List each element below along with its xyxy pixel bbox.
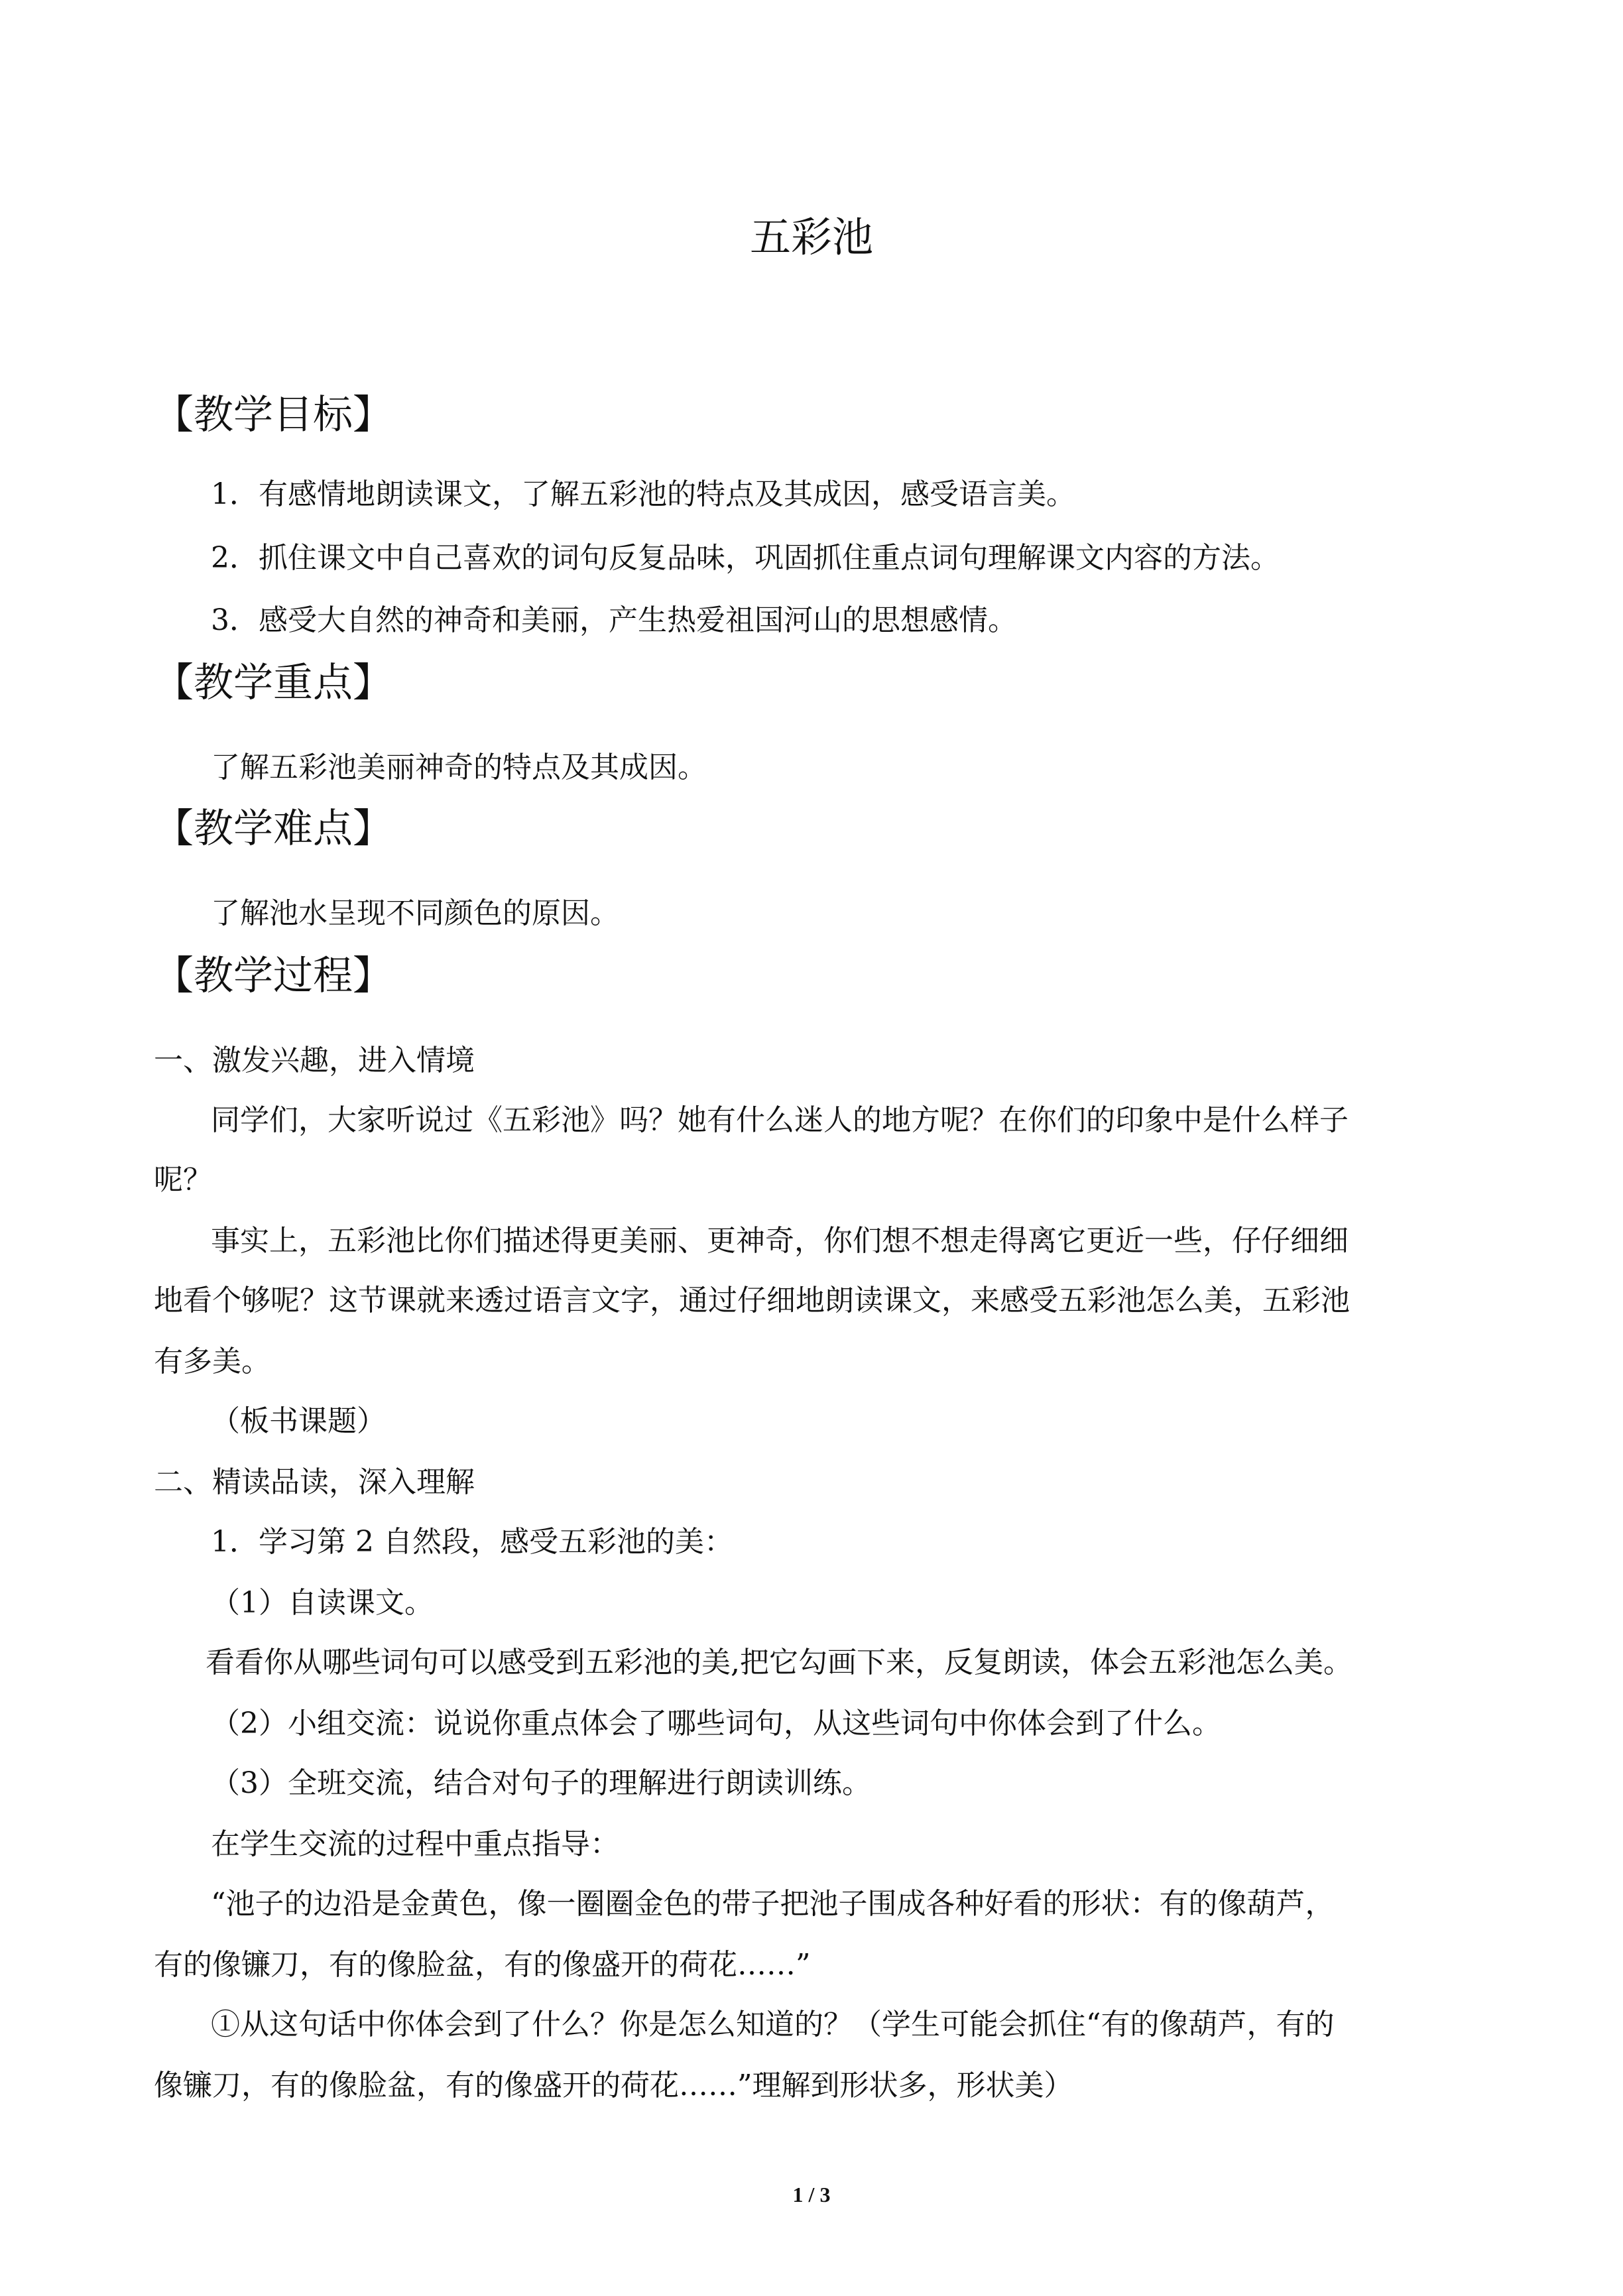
process-paragraph-line: 事实上，五彩池比你们描述得更美丽、更神奇，你们想不想走得离它更近一些，仔仔细细 xyxy=(211,1224,1349,1258)
process-note: （板书课题） xyxy=(211,1404,386,1438)
process-step: 1．学习第 2 自然段，感受五彩池的美： xyxy=(211,1525,733,1559)
process-step: （3）全班交流，结合对句子的理解进行朗读训练。 xyxy=(211,1766,871,1800)
heading-process: 【教学过程】 xyxy=(154,953,392,999)
process-paragraph-line: 在学生交流的过程中重点指导： xyxy=(211,1827,619,1861)
page-number: 1 / 3 xyxy=(792,2183,831,2206)
difficulties-text: 了解池水呈现不同颜色的原因。 xyxy=(211,896,619,930)
objective-item-2: 2．抓住课文中自己喜欢的词句反复品味，巩固抓住重点词句理解课文内容的方法。 xyxy=(211,541,1280,575)
key-points-text: 了解五彩池美丽神奇的特点及其成因。 xyxy=(211,751,707,784)
heading-difficulties: 【教学难点】 xyxy=(154,806,392,852)
process-paragraph-line: 呢？ xyxy=(154,1163,212,1197)
process-paragraph-line: ①从这句话中你体会到了什么？你是怎么知道的？（学生可能会抓住“有的像葫芦，有的 xyxy=(211,2008,1335,2041)
process-section-2-title: 二、精读品读，深入理解 xyxy=(154,1465,475,1499)
process-paragraph-line: 同学们，大家听说过《五彩池》吗？她有什么迷人的地方呢？在你们的印象中是什么样子 xyxy=(211,1103,1349,1137)
process-paragraph-line: 像镰刀，有的像脸盆，有的像盛开的荷花……”理解到形状多，形状美） xyxy=(154,2069,1073,2102)
process-section-1-title: 一、激发兴趣，进入情境 xyxy=(154,1044,475,1077)
process-paragraph-line: 地看个够呢？这节课就来透过语言文字，通过仔细地朗读课文，来感受五彩池怎么美，五彩池 xyxy=(154,1284,1350,1317)
quote-line: “池子的边沿是金黄色，像一圈圈金色的带子把池子围成各种好看的形状：有的像葫芦， xyxy=(211,1887,1335,1921)
process-paragraph-line: 有多美。 xyxy=(154,1345,270,1378)
quote-line: 有的像镰刀，有的像脸盆，有的像盛开的荷花……” xyxy=(154,1948,811,1982)
process-step: （2）小组交流：说说你重点体会了哪些词句，从这些词句中你体会到了什么。 xyxy=(211,1707,1221,1740)
objective-item-3: 3．感受大自然的神奇和美丽，产生热爱祖国河山的思想感情。 xyxy=(211,603,1017,637)
objective-item-1: 1．有感情地朗读课文，了解五彩池的特点及其成因，感受语言美。 xyxy=(211,477,1075,511)
process-paragraph-line: 看看你从哪些词句可以感受到五彩池的美,把它勾画下来，反复朗读，体会五彩池怎么美。 xyxy=(206,1646,1352,1679)
heading-key-points: 【教学重点】 xyxy=(154,660,392,706)
heading-objectives: 【教学目标】 xyxy=(154,392,392,438)
process-step: （1）自读课文。 xyxy=(211,1586,434,1620)
document-title: 五彩池 xyxy=(749,213,873,261)
